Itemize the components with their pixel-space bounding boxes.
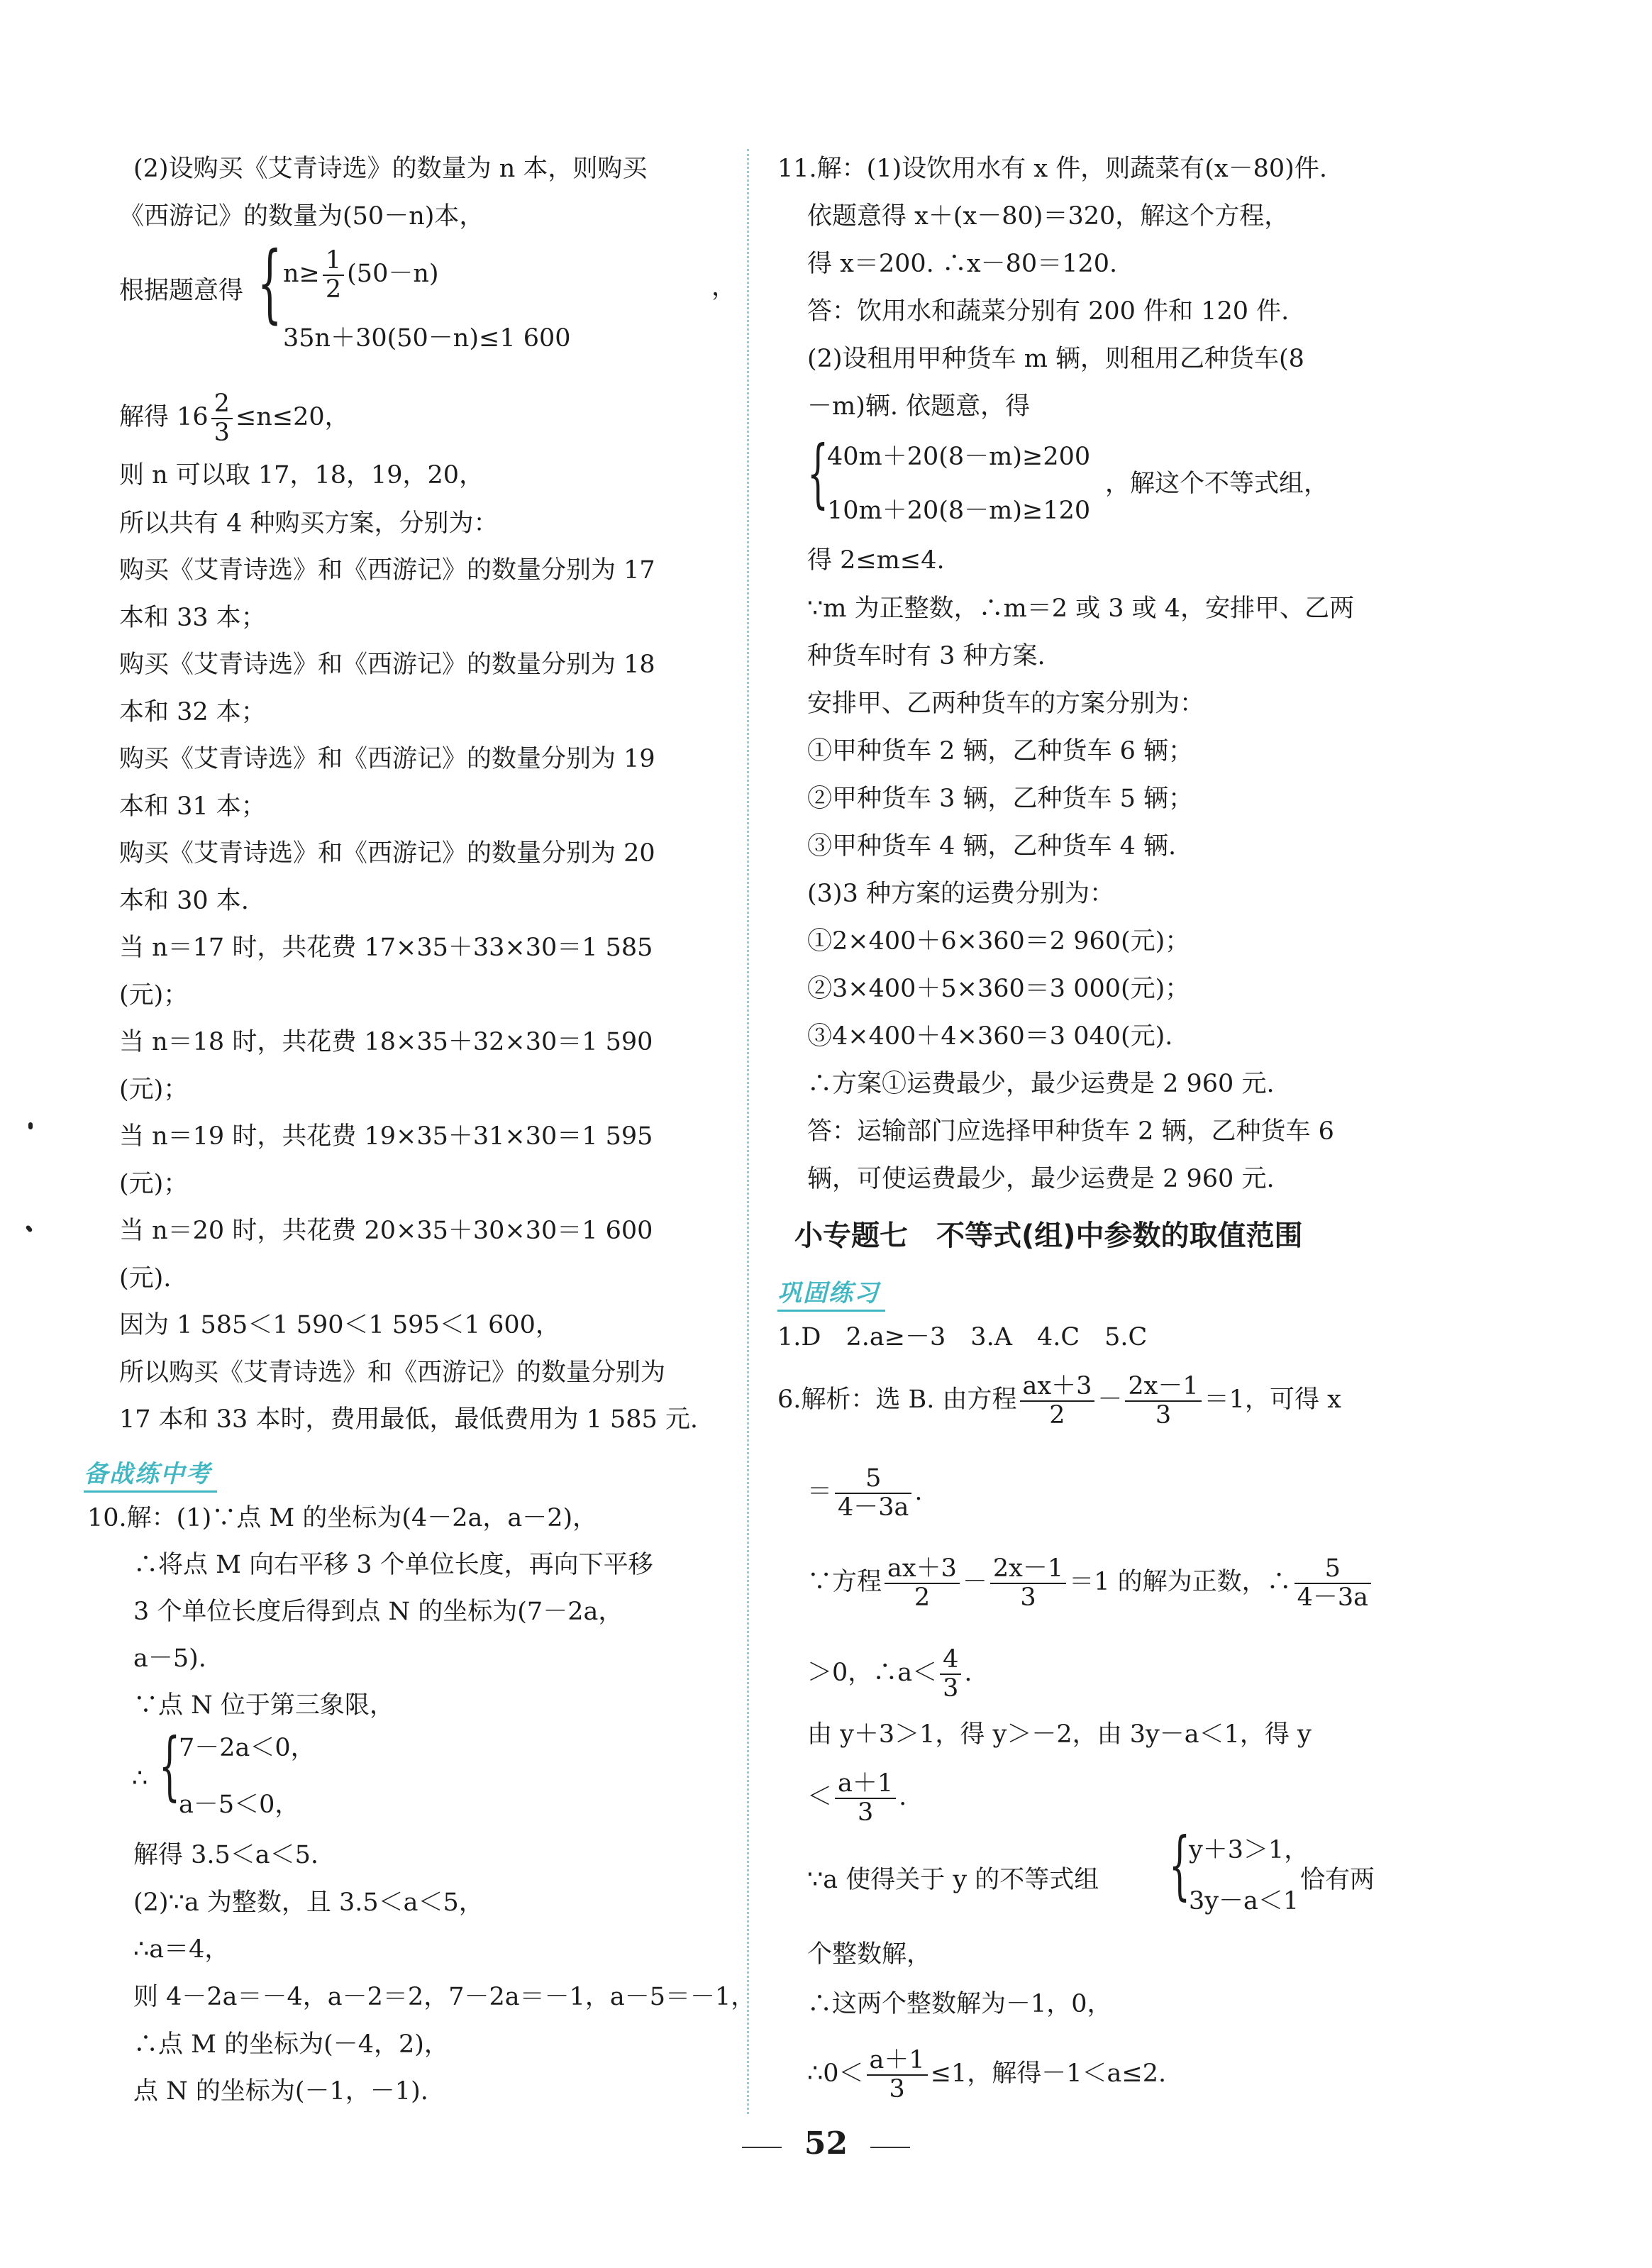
text-line: 17 本和 33 本时，费用最低，最低费用为 1 585 元. xyxy=(119,1405,699,1434)
text-line: 购买《艾青诗选》和《西游记》的数量分别为 20 xyxy=(119,839,655,868)
brace-icon: { xyxy=(1169,1822,1191,1908)
brace-icon: { xyxy=(159,1722,181,1809)
text-line: 3 个单位长度后得到点 N 的坐标为(7－2a， xyxy=(133,1598,623,1626)
page-footer xyxy=(0,2125,1652,2162)
text-line: 因为 1 585＜1 590＜1 595＜1 600， xyxy=(119,1311,560,1339)
text-line: 安排甲、乙两种货车的方案分别为： xyxy=(807,690,1205,718)
text-line: －m)辆. 依题意，得 xyxy=(807,392,1031,421)
scan-mark xyxy=(28,1122,33,1129)
system-row: a－5＜0， xyxy=(179,1791,300,1819)
text-line: ①2×400＋6×360＝2 960(元)； xyxy=(807,927,1190,956)
fraction: $\frac{2x-1}{3}$ xyxy=(990,1555,1066,1611)
system-row: 40m＋20(8－m)≥200 xyxy=(827,443,1091,471)
text-line: (2)设租用甲种货车 m 辆，则租用乙种货车(8 xyxy=(807,345,1304,373)
fraction: $\frac{2x-1}{3}$ xyxy=(1125,1373,1201,1429)
text-line: ＞0，∴a＜ $\frac{4}{3}$ . xyxy=(807,1645,972,1703)
text-line: 《西游记》的数量为(50－n)本， xyxy=(119,202,484,231)
column-divider xyxy=(747,149,749,2114)
section-heading: 小专题七 不等式(组)中参数的取值范围 xyxy=(794,1219,1303,1252)
text-line: 个整数解， xyxy=(807,1940,932,1969)
text-line: 本和 32 本； xyxy=(119,698,266,726)
page-number: 52 xyxy=(804,2125,848,2162)
text-line: ②甲种货车 3 辆，乙种货车 5 辆； xyxy=(807,785,1194,813)
text-line: ③4×400＋4×360＝3 040(元). xyxy=(807,1022,1173,1051)
text-line: 本和 31 本； xyxy=(119,792,266,821)
text-line: ＝ $\frac{5}{4-3a}$ . xyxy=(807,1464,923,1522)
text-line: 所以购买《艾青诗选》和《西游记》的数量分别为 xyxy=(119,1359,666,1387)
text-line: 6.解析：选 B. 由方程 $\frac{ax+3}{2}$ － $\frac{2x-1}{3}$ ＝1，可得 x xyxy=(777,1372,1341,1429)
system-row: 10m＋20(8－m)≥120 xyxy=(827,497,1091,525)
text-line: 得 x＝200. ∴x－80＝120. xyxy=(807,250,1118,278)
text-line: 种货车时有 3 种方案. xyxy=(807,642,1046,670)
text-line: 答：饮用水和蔬菜分别有 200 件和 120 件. xyxy=(807,297,1290,326)
inequality-system xyxy=(132,1722,416,1828)
fraction: $\frac{5}{4-3a}$ xyxy=(835,1465,911,1521)
text-line: ∴a＝4， xyxy=(133,1935,230,1964)
fraction: $\frac{1}{2}$ xyxy=(323,247,344,303)
text-line: ②3×400＋5×360＝3 000(元)； xyxy=(807,975,1190,1003)
text-line: (2)∵a 为整数，且 3.5＜a＜5， xyxy=(133,1888,484,1917)
text-line: 得 2≤m≤4. xyxy=(807,546,945,575)
text-line: ①甲种货车 2 辆，乙种货车 6 辆； xyxy=(807,737,1194,765)
text-line: 购买《艾青诗选》和《西游记》的数量分别为 19 xyxy=(119,745,655,773)
fraction: $\frac{2}{3}$ xyxy=(211,390,233,446)
text-line: 解得 3.5＜a＜5. xyxy=(133,1841,319,1869)
text-line: 点 N 的坐标为(－1，－1). xyxy=(133,2077,428,2106)
system-row: 35n＋30(50－n)≤1 600 xyxy=(283,324,571,353)
text-line: (元)； xyxy=(119,1075,189,1104)
text-line: ∴点 M 的坐标为(－4，2)， xyxy=(133,2030,449,2059)
text-line: ∵点 N 位于第三象限， xyxy=(133,1691,394,1720)
brace-icon: { xyxy=(257,234,282,333)
text-line: 所以共有 4 种购买方案，分别为： xyxy=(119,509,499,538)
system-row: 7－2a＜0， xyxy=(179,1734,316,1762)
text-line: ＜ $\frac{a+1}{3}$ . xyxy=(807,1769,907,1827)
system-tail: 恰有两 xyxy=(1300,1866,1375,1894)
system-row: n≥ $\frac{1}{2}$ (50－n) xyxy=(283,246,439,304)
fraction: $\frac{4}{3}$ xyxy=(940,1646,961,1702)
text-line: 由 y＋3＞1，得 y＞－2，由 3y－a＜1，得 y xyxy=(807,1720,1312,1749)
inequality-system xyxy=(257,234,737,362)
text-line: (元)； xyxy=(119,1170,189,1198)
text-line: 当 n＝17 时，共花费 17×35＋33×30＝1 585 xyxy=(119,934,653,962)
text-line: 当 n＝20 时，共花费 20×35＋30×30＝1 600 xyxy=(119,1217,653,1245)
therefore-symbol: ∴ xyxy=(132,1764,148,1793)
text-line: ∴将点 M 向右平移 3 个单位长度，再向下平移 xyxy=(133,1551,653,1579)
inequality-system xyxy=(1169,1822,1403,1927)
text-line: 则 n 可以取 17，18，19，20， xyxy=(119,461,484,489)
system-label: 根据题意得 xyxy=(119,277,244,305)
text-line: 当 n＝19 时，共花费 19×35＋31×30＝1 595 xyxy=(119,1122,653,1151)
text-line: ∵m 为正整数，∴m＝2 或 3 或 4，安排甲、乙两 xyxy=(807,594,1355,623)
text-line: 辆，可使运费最少，最少运费是 2 960 元. xyxy=(807,1165,1275,1193)
fraction: $\frac{ax+3}{2}$ xyxy=(1020,1373,1095,1429)
fraction: $\frac{a+1}{3}$ xyxy=(835,1770,896,1826)
scan-mark xyxy=(25,1224,33,1233)
system-row: y＋3＞1， xyxy=(1189,1836,1309,1864)
text-line: a－5). xyxy=(133,1644,206,1673)
answer-line: 1.D 2.a≥－3 3.A 4.C 5.C xyxy=(777,1323,1148,1351)
system-tail: ， xyxy=(711,273,737,302)
text-line: 则 4－2a＝－4，a－2＝2，7－2a＝－1，a－5＝－1， xyxy=(133,1983,756,2011)
text-line: (元). xyxy=(119,1264,172,1293)
text-line: ∴这两个整数解为－1，0， xyxy=(807,1990,1112,2018)
text-line: 依题意得 x＋(x－80)＝320，解这个方程， xyxy=(807,202,1290,231)
text-line: 10.解：(1)∵点 M 的坐标为(4－2a，a－2)， xyxy=(87,1504,598,1532)
text-line: (3)3 种方案的运费分别为： xyxy=(807,880,1114,908)
section-tag: 备战练中考 xyxy=(84,1454,217,1493)
text-line: 解得 16 $\frac{2}{3}$ ≤n≤20， xyxy=(119,389,350,447)
fraction: $\frac{5}{4-3a}$ xyxy=(1295,1555,1371,1611)
text-line: ③甲种货车 4 辆，乙种货车 4 辆. xyxy=(807,832,1177,861)
fraction: $\frac{a+1}{3}$ xyxy=(867,2047,928,2103)
text-line: 购买《艾青诗选》和《西游记》的数量分别为 17 xyxy=(119,556,655,585)
text-line: 购买《艾青诗选》和《西游记》的数量分别为 18 xyxy=(119,651,655,679)
inequality-system xyxy=(807,430,1417,536)
fraction: $\frac{ax+3}{2}$ xyxy=(885,1555,960,1611)
text-line: 答：运输部门应选择甲种货车 2 辆，乙种货车 6 xyxy=(807,1117,1334,1146)
text-line: ∵方程 $\frac{ax+3}{2}$ － $\frac{2x-1}{3}$ ＝1 的解为正数，∴ $\frac{5}{4-3a}$ xyxy=(807,1555,1374,1611)
text-line: (2)设购买《艾青诗选》的数量为 n 本，则购买 xyxy=(133,155,648,183)
footer-dash xyxy=(742,2147,782,2148)
brace-icon: { xyxy=(807,430,829,516)
text-line: ∴方案①运费最少，最少运费是 2 960 元. xyxy=(807,1070,1275,1098)
text-line: ∴0＜ $\frac{a+1}{3}$ ≤1，解得－1＜a≤2. xyxy=(807,2046,1167,2103)
text-line: ∵a 使得关于 y 的不等式组 xyxy=(807,1866,1099,1894)
text-line: 当 n＝18 时，共花费 18×35＋32×30＝1 590 xyxy=(119,1028,653,1056)
text-line: 本和 30 本. xyxy=(119,887,249,915)
section-tag: 巩固练习 xyxy=(777,1273,885,1312)
system-row: 3y－a＜1 xyxy=(1189,1887,1299,1915)
text-line: 11.解：(1)设饮用水有 x 件，则蔬菜有(x－80)件. xyxy=(777,155,1327,183)
text-line: (元)； xyxy=(119,981,189,1009)
system-tail: ，解这个不等式组， xyxy=(1105,470,1329,498)
footer-dash xyxy=(870,2147,910,2148)
text-line: 本和 33 本； xyxy=(119,604,266,632)
